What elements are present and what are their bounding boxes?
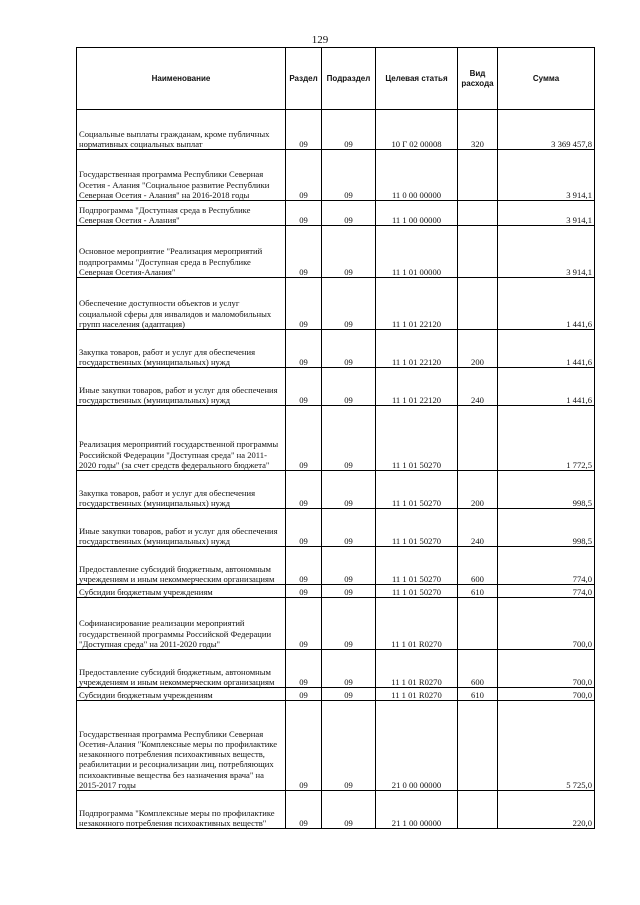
- row-sum: 700,0: [498, 598, 595, 650]
- table-header-row: [77, 48, 595, 110]
- table-row: [77, 330, 595, 368]
- row-target: 11 1 01 22120: [376, 278, 458, 330]
- table-row: [77, 688, 595, 701]
- table-row: [77, 226, 595, 278]
- table-row: [77, 701, 595, 791]
- row-sum: 3 369 457,8: [498, 110, 595, 150]
- table-row: [77, 110, 595, 150]
- row-subsection: 09: [322, 585, 376, 598]
- row-expense-type: 610: [458, 585, 498, 598]
- row-expense-type: 200: [458, 330, 498, 368]
- row-expense-type: [458, 150, 498, 201]
- row-sum: 774,0: [498, 547, 595, 585]
- row-subsection: 09: [322, 278, 376, 330]
- table-row: [77, 471, 595, 509]
- row-section: 09: [286, 650, 322, 688]
- row-subsection: 09: [322, 406, 376, 471]
- table-row: [77, 791, 595, 829]
- row-sum: 3 914,1: [498, 150, 595, 201]
- row-sum: 1 441,6: [498, 368, 595, 406]
- row-target: 11 1 01 50270: [376, 471, 458, 509]
- row-target: 11 0 00 00000: [376, 150, 458, 201]
- row-sum: 1 441,6: [498, 278, 595, 330]
- row-target: 11 1 01 50270: [376, 509, 458, 547]
- row-name: Реализация мероприятий государственной программы Российской Федерации "Доступная среда" на 2011-2020 годы" (за счет средств федерального бюджета": [77, 406, 286, 471]
- row-expense-type: [458, 598, 498, 650]
- row-target: 10 Г 02 00008: [376, 110, 458, 150]
- row-section: 09: [286, 278, 322, 330]
- header-name: Наименование: [77, 48, 286, 110]
- page-number: 129: [311, 34, 329, 46]
- row-subsection: 09: [322, 201, 376, 226]
- row-name: Предоставление субсидий бюджетным, автономным учреждениям и иным некоммерческим организациям: [77, 547, 286, 585]
- row-name: Субсидии бюджетным учреждениям: [77, 585, 286, 598]
- row-section: 09: [286, 688, 322, 701]
- table-row: [77, 278, 595, 330]
- row-subsection: 09: [322, 701, 376, 791]
- table-row: [77, 650, 595, 688]
- row-name: Иные закупки товаров, работ и услуг для обеспечения государственных (муниципальных) нужд: [77, 509, 286, 547]
- budget-table: [76, 47, 595, 829]
- row-subsection: 09: [322, 598, 376, 650]
- row-expense-type: 320: [458, 110, 498, 150]
- row-section: 09: [286, 150, 322, 201]
- table-row: [77, 150, 595, 201]
- table-row: [77, 509, 595, 547]
- table-row: [77, 585, 595, 598]
- row-section: 09: [286, 110, 322, 150]
- row-target: 11 1 01 R0270: [376, 688, 458, 701]
- row-target: 11 1 01 22120: [376, 368, 458, 406]
- row-target: 11 1 01 50270: [376, 585, 458, 598]
- row-expense-type: 240: [458, 368, 498, 406]
- row-subsection: 09: [322, 688, 376, 701]
- row-expense-type: [458, 226, 498, 278]
- row-section: 09: [286, 406, 322, 471]
- row-section: 09: [286, 509, 322, 547]
- header-expense-type: Вид расхода: [458, 48, 498, 110]
- row-name: Софинансирование реализации мероприятий государственной программы Российской Федерации "Доступная среда" на 2011-2020 годы": [77, 598, 286, 650]
- row-sum: 998,5: [498, 471, 595, 509]
- row-name: Социальные выплаты гражданам, кроме публичных нормативных социальных выплат: [77, 110, 286, 150]
- row-name: Предоставление субсидий бюджетным, автономным учреждениям и иным некоммерческим организациям: [77, 650, 286, 688]
- row-subsection: 09: [322, 547, 376, 585]
- row-target: 11 1 01 50270: [376, 547, 458, 585]
- row-expense-type: [458, 701, 498, 791]
- row-section: 09: [286, 201, 322, 226]
- row-name: Закупка товаров, работ и услуг для обеспечения государственных (муниципальных) нужд: [77, 471, 286, 509]
- row-target: 11 1 01 R0270: [376, 598, 458, 650]
- row-subsection: 09: [322, 226, 376, 278]
- row-subsection: 09: [322, 471, 376, 509]
- table-row: [77, 201, 595, 226]
- row-sum: 3 914,1: [498, 201, 595, 226]
- row-target: 11 1 01 R0270: [376, 650, 458, 688]
- row-target: 11 1 01 22120: [376, 330, 458, 368]
- table-row: [77, 547, 595, 585]
- row-section: 09: [286, 226, 322, 278]
- row-subsection: 09: [322, 509, 376, 547]
- row-sum: 774,0: [498, 585, 595, 598]
- row-sum: 700,0: [498, 650, 595, 688]
- row-subsection: 09: [322, 330, 376, 368]
- header-target: Целевая статья: [376, 48, 458, 110]
- row-sum: 220,0: [498, 791, 595, 829]
- header-section: Раздел: [286, 48, 322, 110]
- row-sum: 700,0: [498, 688, 595, 701]
- row-name: Подпрограмма "Комплексные меры по профилактике незаконного потребления психоактивных веществ": [77, 791, 286, 829]
- row-expense-type: [458, 406, 498, 471]
- table-row: [77, 368, 595, 406]
- row-expense-type: 600: [458, 650, 498, 688]
- row-section: 09: [286, 701, 322, 791]
- row-sum: 998,5: [498, 509, 595, 547]
- row-target: 21 1 00 00000: [376, 791, 458, 829]
- row-name: Основное мероприятие "Реализация мероприятий подпрограммы "Доступная среда в Республике Северная Осетия-Алания": [77, 226, 286, 278]
- row-expense-type: 200: [458, 471, 498, 509]
- row-expense-type: 240: [458, 509, 498, 547]
- row-target: 11 1 01 00000: [376, 226, 458, 278]
- row-section: 09: [286, 598, 322, 650]
- row-subsection: 09: [322, 110, 376, 150]
- row-section: 09: [286, 368, 322, 406]
- row-name: Субсидии бюджетным учреждениям: [77, 688, 286, 701]
- row-section: 09: [286, 791, 322, 829]
- row-name: Закупка товаров, работ и услуг для обеспечения государственных (муниципальных) нужд: [77, 330, 286, 368]
- table-row: [77, 598, 595, 650]
- row-name: Иные закупки товаров, работ и услуг для обеспечения государственных (муниципальных) нужд: [77, 368, 286, 406]
- row-name: Государственная программа Республики Северная Осетия - Алания "Социальное развитие Республики Северная Осетия - Алания" на 2016-2018 годы: [77, 150, 286, 201]
- header-sum: Сумма: [498, 48, 595, 110]
- row-expense-type: 610: [458, 688, 498, 701]
- row-name: Государственная программа Республики Северная Осетия-Алания "Комплексные меры по профилактике незаконного потребления психоактивных веществ, реабилитации и ресоциализации лиц, потребляющих психоактивные вещества без назначения врача" на 2015-2017 годы: [77, 701, 286, 791]
- row-subsection: 09: [322, 650, 376, 688]
- row-expense-type: [458, 201, 498, 226]
- row-subsection: 09: [322, 150, 376, 201]
- header-subsection: Подраздел: [322, 48, 376, 110]
- row-expense-type: 600: [458, 547, 498, 585]
- row-name: Обеспечение доступности объектов и услуг социальной сферы для инвалидов и маломобильных групп населения (адаптация): [77, 278, 286, 330]
- row-sum: 1 441,6: [498, 330, 595, 368]
- row-target: 11 1 01 50270: [376, 406, 458, 471]
- row-section: 09: [286, 585, 322, 598]
- row-subsection: 09: [322, 368, 376, 406]
- row-target: 21 0 00 00000: [376, 701, 458, 791]
- row-section: 09: [286, 471, 322, 509]
- row-sum: 5 725,0: [498, 701, 595, 791]
- row-expense-type: [458, 278, 498, 330]
- row-section: 09: [286, 547, 322, 585]
- row-target: 11 1 00 00000: [376, 201, 458, 226]
- row-section: 09: [286, 330, 322, 368]
- table-row: [77, 406, 595, 471]
- row-sum: 3 914,1: [498, 226, 595, 278]
- row-sum: 1 772,5: [498, 406, 595, 471]
- row-name: Подпрограмма "Доступная среда в Республике Северная Осетия - Алания": [77, 201, 286, 226]
- row-expense-type: [458, 791, 498, 829]
- row-subsection: 09: [322, 791, 376, 829]
